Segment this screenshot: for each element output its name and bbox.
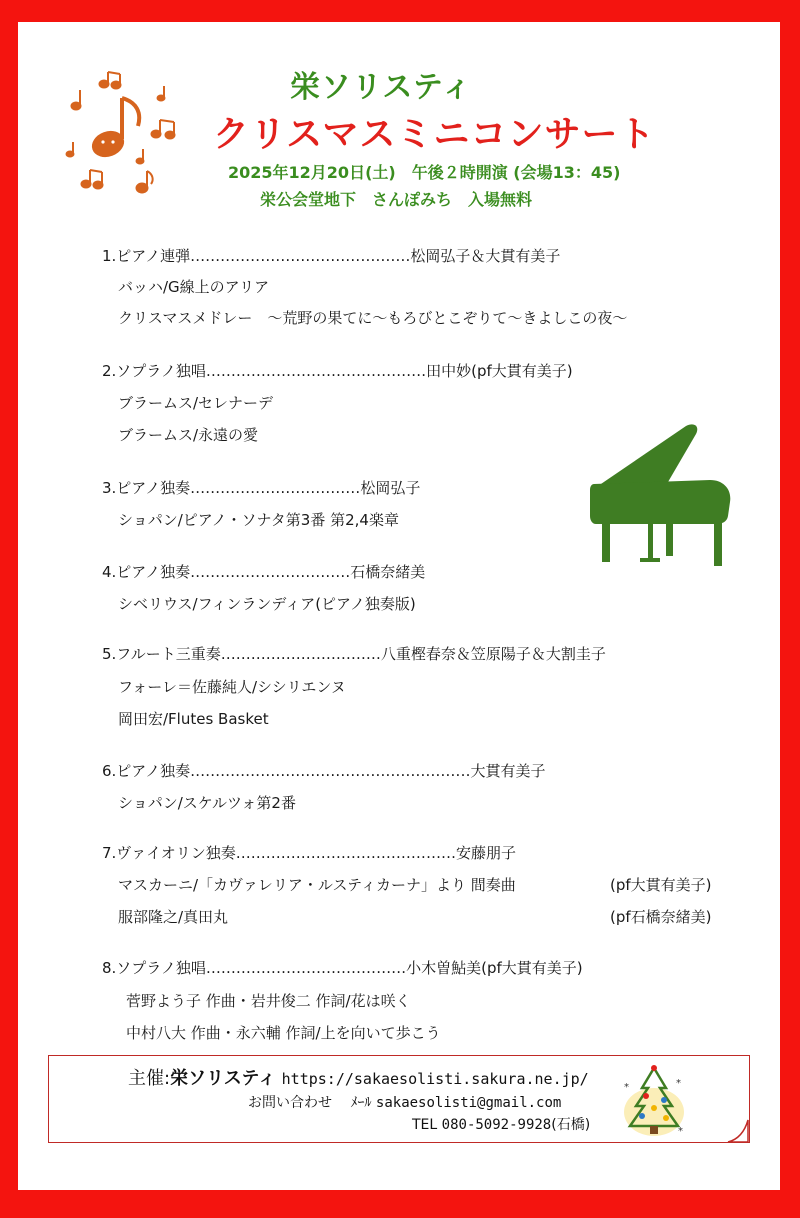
svg-text:*: * xyxy=(678,1126,683,1137)
program-piece: ブラームス/セレナーデ xyxy=(118,394,274,412)
christmas-tree-icon xyxy=(620,1060,690,1140)
program-item-7: 7.ヴァイオリン独奏‥‥‥‥‥‥‥‥‥‥‥‥‥‥‥‥‥‥‥‥‥‥安藤朋子 xyxy=(102,844,516,862)
date-line: 2025年12月20日(土) 午後２時開演 (会場13：45) xyxy=(228,163,621,182)
phone-line xyxy=(412,1114,590,1134)
svg-text:*: * xyxy=(676,1078,681,1089)
grand-piano-icon xyxy=(590,420,740,572)
email-link[interactable]: sakaesolisti@gmail.com xyxy=(375,1095,562,1111)
organizer-title: 栄ソリスティ xyxy=(290,70,473,105)
organizer-prefix: 主催: xyxy=(128,1068,171,1089)
contact-line xyxy=(248,1092,561,1112)
program-item-4: 4.ピアノ独奏‥‥‥‥‥‥‥‥‥‥‥‥‥‥‥‥石橋奈緒美 xyxy=(102,563,426,581)
organizer-line xyxy=(128,1064,589,1090)
program-item-1: 1.ピアノ連弾‥‥‥‥‥‥‥‥‥‥‥‥‥‥‥‥‥‥‥‥‥‥松岡弘子＆大貫有美子 xyxy=(102,247,561,265)
program-piece: 服部隆之/真田丸 xyxy=(118,908,229,926)
venue-line: 栄公会堂地下 さんぽみち 入場無料 xyxy=(260,190,533,209)
contact-label: お問い合わせ xyxy=(248,1095,346,1111)
program-pf: (pf石橋奈緒美) xyxy=(610,908,712,926)
program-piece: 岡田宏/Flutes Basket xyxy=(118,710,269,728)
music-notes-icon xyxy=(58,66,188,211)
program-item-6: 6.ピアノ独奏‥‥‥‥‥‥‥‥‥‥‥‥‥‥‥‥‥‥‥‥‥‥‥‥‥‥‥‥大貫有美子 xyxy=(102,762,546,780)
program-piece: バッハ/G線上のアリア xyxy=(118,278,270,296)
mail-label: ﾒｰﾙ xyxy=(350,1095,372,1111)
program-item-2: 2.ソプラノ独唱‥‥‥‥‥‥‥‥‥‥‥‥‥‥‥‥‥‥‥‥‥‥田中妙(pf大貫有美子) xyxy=(102,362,573,380)
program-piece: シベリウス/フィンランディア(ピアノ独奏版) xyxy=(118,595,416,613)
program-item-5: 5.フルート三重奏‥‥‥‥‥‥‥‥‥‥‥‥‥‥‥‥八重樫春奈＆笠原陽子＆大割圭子 xyxy=(102,645,606,663)
website-link[interactable]: https://sakaesolisti.sakura.ne.jp/ xyxy=(281,1070,589,1088)
program-piece: ブラームス/永遠の愛 xyxy=(118,426,259,444)
organizer-name: 栄ソリスティ xyxy=(170,1068,276,1089)
tel-label: TEL xyxy=(412,1117,438,1133)
tel-contact-name: (石橋) xyxy=(551,1117,591,1133)
program-piece: ショパン/スケルツォ第2番 xyxy=(118,794,296,812)
concert-title: クリスマスミニコンサート xyxy=(213,114,656,155)
program-piece: 中村八大 作曲・永六輔 作詞/上を向いて歩こう xyxy=(126,1024,441,1042)
page-curl xyxy=(726,1118,750,1144)
program-item-3: 3.ピアノ独奏‥‥‥‥‥‥‥‥‥‥‥‥‥‥‥‥‥松岡弘子 xyxy=(102,479,421,497)
program-piece: クリスマスメドレー ～荒野の果てに～もろびとこぞりて～きよしこの夜～ xyxy=(118,309,628,327)
program-item-8: 8.ソプラノ独唱‥‥‥‥‥‥‥‥‥‥‥‥‥‥‥‥‥‥‥‥小木曽鮎美(pf大貫有美子) xyxy=(102,959,583,977)
program-piece: ショパン/ピアノ・ソナタ第3番 第2,4楽章 xyxy=(118,511,399,529)
svg-text:*: * xyxy=(624,1082,629,1093)
program-piece: フォーレ＝佐藤純人/シシリエンヌ xyxy=(118,678,346,696)
program-piece: 菅野よう子 作曲・岩井俊二 作詞/花は咲く xyxy=(126,992,411,1010)
program-pf: (pf大貫有美子) xyxy=(610,876,712,894)
program-piece: マスカーニ/「カヴァレリア・ルスティカーナ」より 間奏曲 xyxy=(118,876,516,894)
tel-number: 080-5092-9928 xyxy=(441,1117,552,1133)
